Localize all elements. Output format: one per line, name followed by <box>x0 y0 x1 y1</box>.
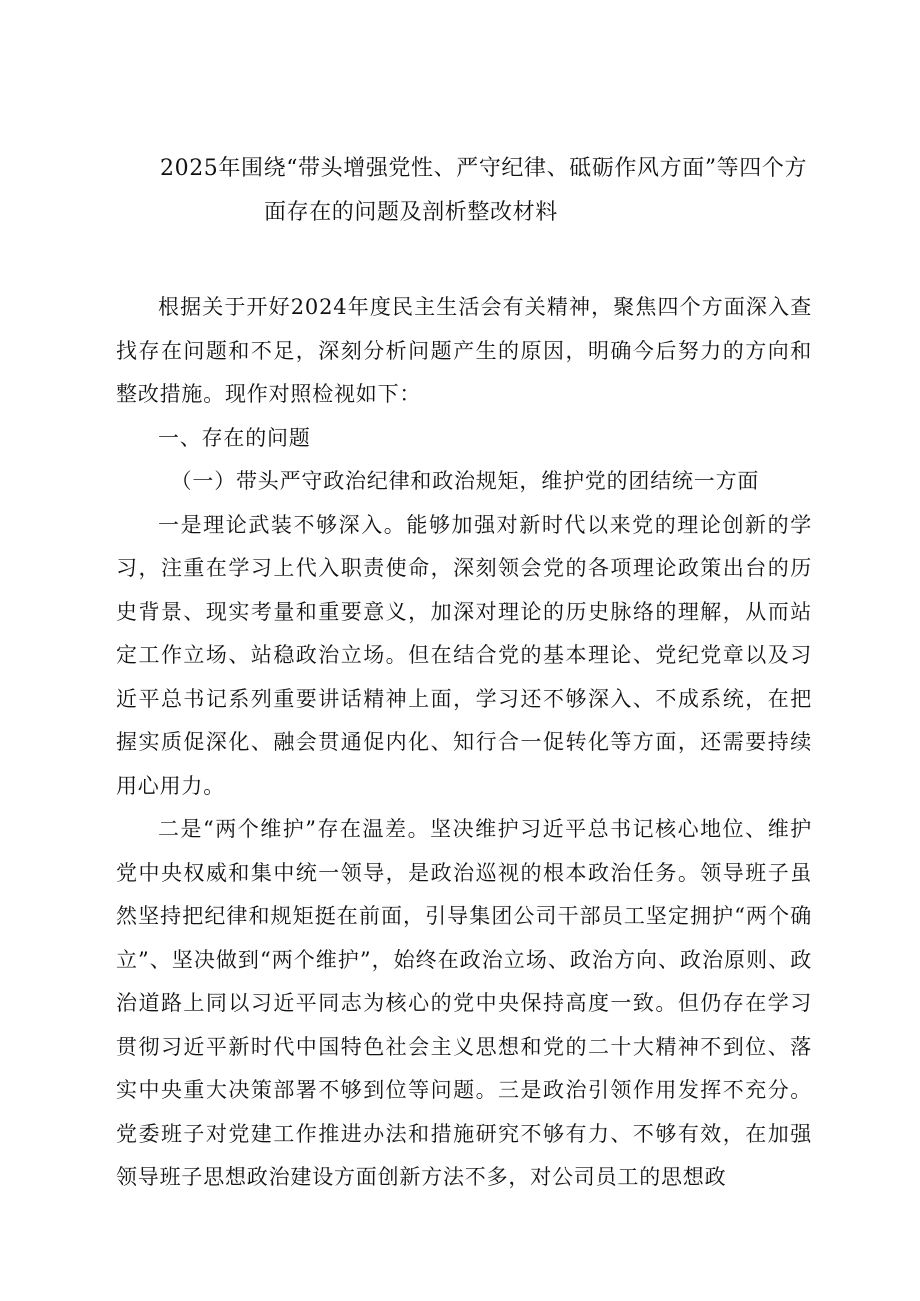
document-title-line-1: 2025年围绕“带头增强党性、严守纪律、砥砺作风方面”等四个方 <box>160 156 808 181</box>
subsection-heading: （一）带头严守政治纪律和政治规矩，维护党的团结统一方面 <box>170 469 760 493</box>
paragraph-two-maintenances: 二是“两个维护”存在温差。坚决维护习近平总书记核心地位、维护党中央权威和集中统一领导，是政治巡视的根本政治任务。领导班子虽然坚持把纪律和规矩挺在前面，引导集团公司干部员工坚定拥护“两个确立”、坚决做到“两个维护”，始终在政治立场、政治方向、政治原则、政治道路上同以习近平同志为核心的党中央保持高度一致。但仍存在学习贯彻习近平新时代中国特色社会主义思想和党的二十大精神不到位、落实中央重大决策部署不够到位等问题。三是政治引领作用发挥不充分。党委班子对党建工作推进办法和措施研究不够有力、不够有效，在加强领导班子思想政治建设方面创新方法不多，对公司员工的思想政 <box>116 817 812 1189</box>
document-body <box>116 286 812 1200</box>
document-title-line-2: 面存在的问题及剖析整改材料 <box>264 200 558 225</box>
section-heading: 一、存在的问题 <box>158 425 311 450</box>
intro-paragraph: 根据关于开好2024年度民主生活会有关精神，聚焦四个方面深入查找存在问题和不足，深刻分析问题产生的原因，明确今后努力的方向和整改措施。现作对照检视如下： <box>116 295 812 406</box>
paragraph-theory: 一是理论武装不够深入。能够加强对新时代以来党的理论创新的学习，注重在学习上代入职责使命，深刻领会党的各项理论政策出台的历史背景、现实考量和重要意义，加深对理论的历史脉络的理解，从而站定工作立场、站稳政治立场。但在结合党的基本理论、党纪党章以及习近平总书记系列重要讲话精神上面，学习还不够深入、不成系统，在把握实质促深化、融会贯通促内化、知行合一促转化等方面，还需要持续用心用力。 <box>116 512 812 798</box>
